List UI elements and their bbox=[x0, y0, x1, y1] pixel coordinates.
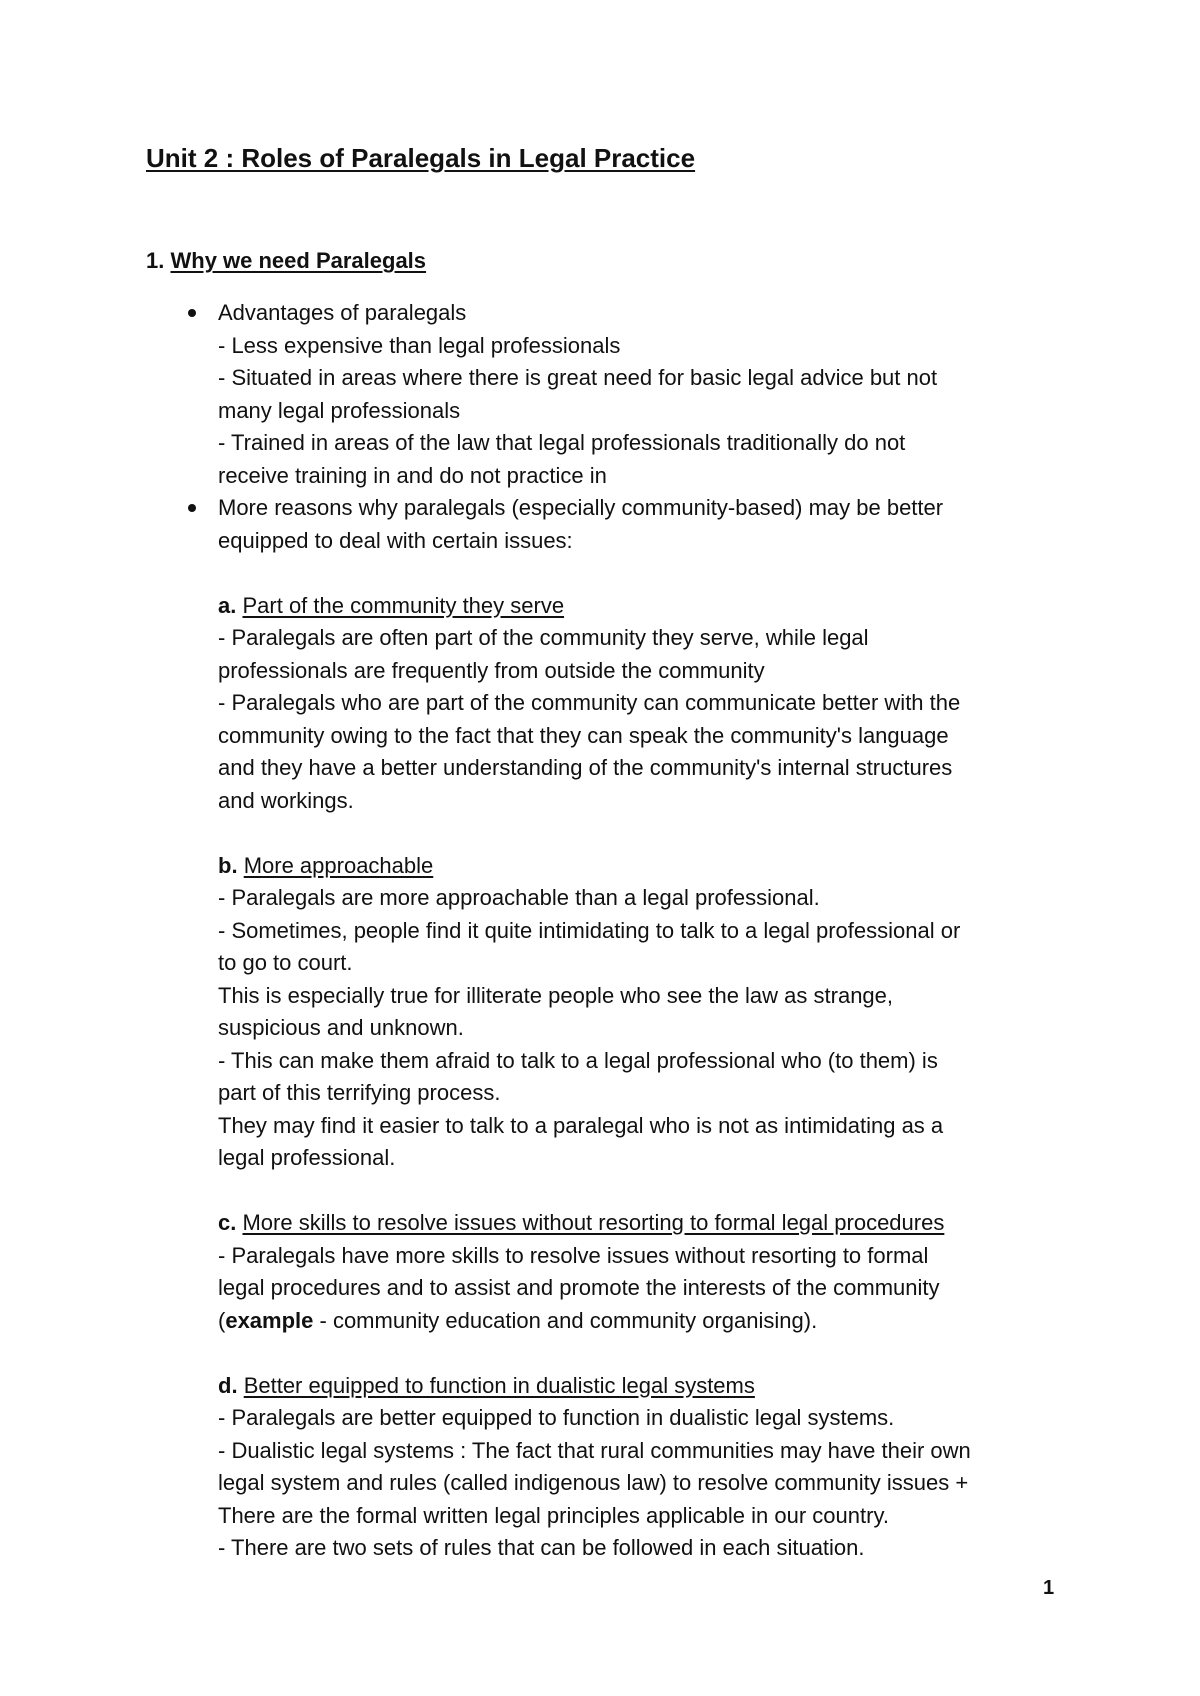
section-heading bbox=[146, 248, 426, 274]
text-line: and workings. bbox=[218, 787, 354, 813]
text-line: many legal professionals bbox=[218, 397, 461, 423]
text-line: community owing to the fact that they can speak the community's language bbox=[218, 722, 949, 748]
subsection-heading bbox=[218, 1370, 1066, 1403]
text-line: - Trained in areas of the law that legal professionals traditionally do not bbox=[218, 430, 906, 455]
bullet-item-advantages bbox=[146, 297, 1066, 492]
subsection-c bbox=[218, 1207, 1066, 1337]
text-line: They may find it easier to talk to a paralegal who is not as intimidating as a bbox=[218, 1112, 944, 1138]
text-line: - Less expensive than legal professionals bbox=[218, 332, 621, 358]
text-line: There are the formal written legal principles applicable in our country. bbox=[218, 1502, 889, 1528]
subsection-heading bbox=[218, 590, 1066, 623]
subsection-heading bbox=[218, 1207, 1066, 1240]
text-line: - This can make them afraid to talk to a legal professional who (to them) is bbox=[218, 1047, 938, 1073]
subsection-title: Part of the community they serve bbox=[242, 592, 565, 618]
subsection-d bbox=[218, 1370, 1066, 1565]
subsection-letter: a. bbox=[218, 592, 237, 618]
text-line: - Paralegals are more approachable than a legal professional. bbox=[218, 885, 820, 910]
text-line: - Paralegals who are part of the community can communicate better with the bbox=[218, 690, 961, 715]
text-line: legal professional. bbox=[218, 1145, 396, 1170]
text-line: This is especially true for illiterate people who see the law as strange, bbox=[218, 982, 894, 1008]
subsection-letter: b. bbox=[218, 852, 238, 878]
text-line: suspicious and unknown. bbox=[218, 1015, 464, 1040]
spacer bbox=[218, 1337, 1066, 1370]
example-open: ( bbox=[218, 1307, 226, 1333]
page-title: Unit 2 : Roles of Paralegals in Legal Practice bbox=[146, 143, 696, 173]
text-line: - Paralegals are better equipped to function in dualistic legal systems. bbox=[218, 1405, 895, 1430]
example-label: example bbox=[225, 1307, 314, 1333]
text-line: legal procedures and to assist and promote the interests of the community bbox=[218, 1275, 940, 1300]
spacer bbox=[218, 1175, 1066, 1208]
subsection-title: Better equipped to function in dualistic legal systems bbox=[243, 1372, 755, 1398]
text-line: legal system and rules (called indigenous law) to resolve community issues + bbox=[218, 1470, 969, 1495]
text-line: and they have a better understanding of the community's internal structures bbox=[218, 755, 953, 780]
text-line: - There are two sets of rules that can be followed in each situation. bbox=[218, 1535, 865, 1560]
text-line: professionals are frequently from outside the community bbox=[218, 657, 765, 683]
bullet-label: equipped to deal with certain issues: bbox=[218, 527, 573, 553]
text-line: - Sometimes, people find it quite intimidating to talk to a legal professional or bbox=[218, 917, 961, 943]
bullet-icon bbox=[188, 309, 196, 317]
subsection-title: More approachable bbox=[243, 852, 434, 878]
text-line: receive training in and do not practice in bbox=[218, 462, 607, 488]
page-number: 1 bbox=[1043, 1577, 1055, 1599]
text-line: - Situated in areas where there is great need for basic legal advice but not bbox=[218, 365, 938, 390]
section-number: 1. bbox=[146, 248, 165, 273]
subsection-title: More skills to resolve issues without resorting to formal legal procedures bbox=[242, 1210, 945, 1235]
text-line: - Paralegals are often part of the community they serve, while legal bbox=[218, 625, 869, 650]
bullet-list bbox=[146, 297, 1066, 1565]
subsection-letter: c. bbox=[218, 1210, 237, 1235]
section-title: Why we need Paralegals bbox=[170, 248, 427, 273]
example-line bbox=[218, 1305, 1066, 1338]
subsection-a bbox=[218, 590, 1066, 818]
bullet-label: More reasons why paralegals (especially community-based) may be better bbox=[218, 495, 944, 520]
text-line: part of this terrifying process. bbox=[218, 1080, 501, 1105]
bullet-icon bbox=[188, 504, 196, 512]
subsection-b bbox=[218, 850, 1066, 1175]
subsection-letter: d. bbox=[218, 1372, 238, 1398]
bullet-item-more-reasons bbox=[146, 492, 1066, 1565]
text-line: - Dualistic legal systems : The fact that rural communities may have their own bbox=[218, 1437, 971, 1463]
spacer bbox=[218, 557, 1066, 590]
text-line: to go to court. bbox=[218, 950, 353, 975]
example-text: - community education and community organising). bbox=[313, 1307, 818, 1333]
text-line: - Paralegals have more skills to resolve issues without resorting to formal bbox=[218, 1242, 929, 1268]
bullet-label: Advantages of paralegals bbox=[218, 300, 467, 325]
spacer bbox=[218, 817, 1066, 850]
subsection-heading bbox=[218, 850, 1066, 883]
